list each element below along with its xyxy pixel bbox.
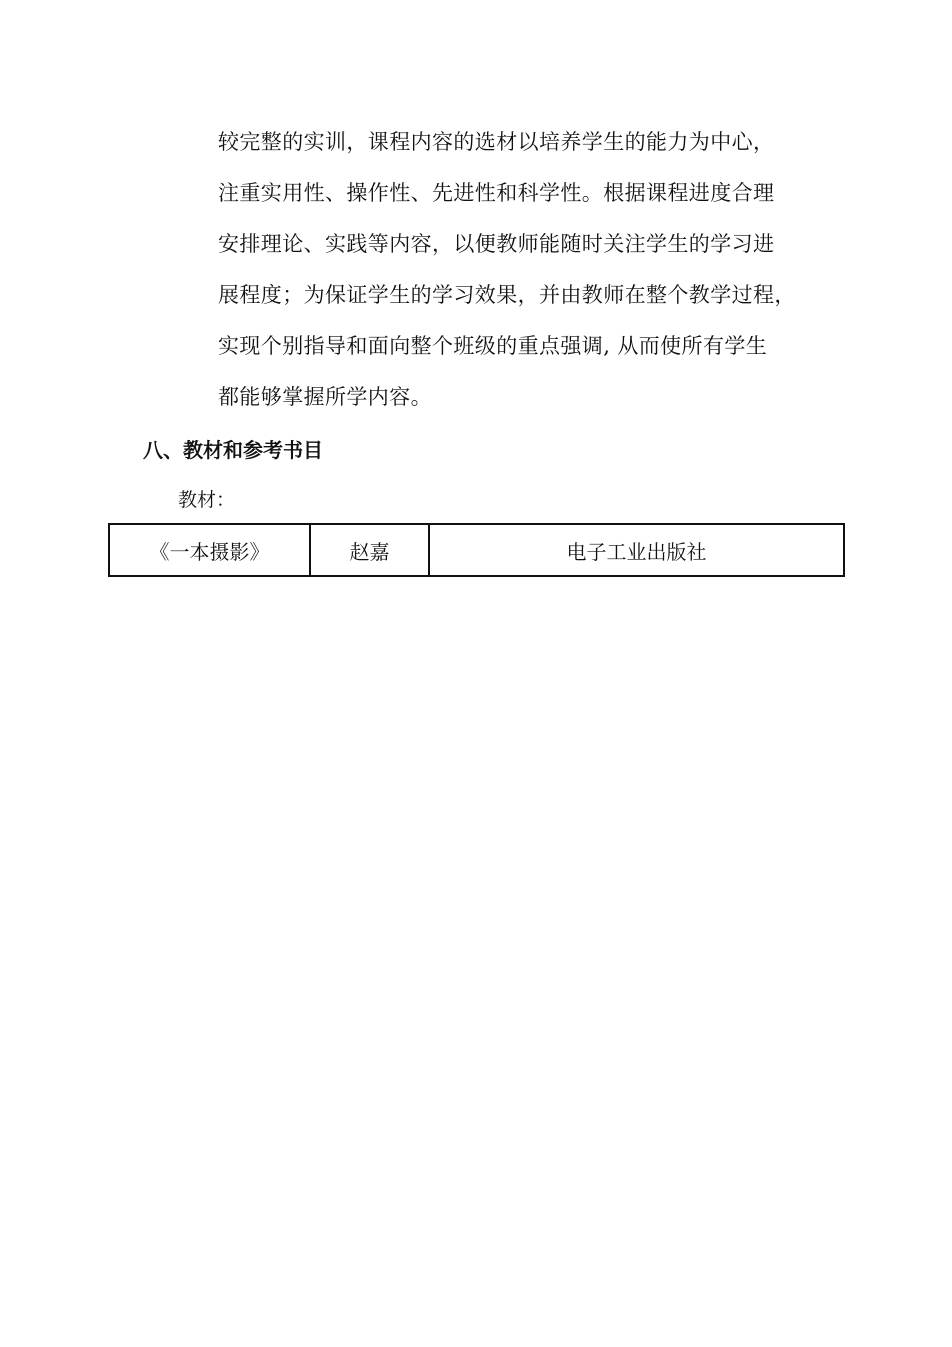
- paragraph-line: 都能够掌握所学内容。: [218, 385, 432, 409]
- textbook-table: [108, 523, 845, 577]
- book-author-cell: 赵嘉: [310, 524, 429, 576]
- section-heading: 八、教材和参考书目: [143, 438, 323, 462]
- paragraph-line: 展程度；为保证学生的学习效果，并由教师在整个教学过程，: [218, 283, 796, 307]
- table-row: [109, 524, 844, 576]
- paragraph-line: 安排理论、实践等内容，以便教师能随时关注学生的学习进: [218, 232, 775, 256]
- book-title-cell: 《一本摄影》: [109, 524, 310, 576]
- paragraph-line: 较完整的实训，课程内容的选材以培养学生的能力为中心，: [218, 130, 775, 154]
- paragraph-line: 实现个别指导和面向整个班级的重点强调, 从而使所有学生: [218, 334, 768, 358]
- paragraph-line: 注重实用性、操作性、先进性和科学性。根据课程进度合理: [218, 181, 775, 205]
- textbook-label: 教材：: [178, 489, 236, 511]
- book-publisher-cell: 电子工业出版社: [429, 524, 844, 576]
- body-paragraph: [218, 120, 818, 426]
